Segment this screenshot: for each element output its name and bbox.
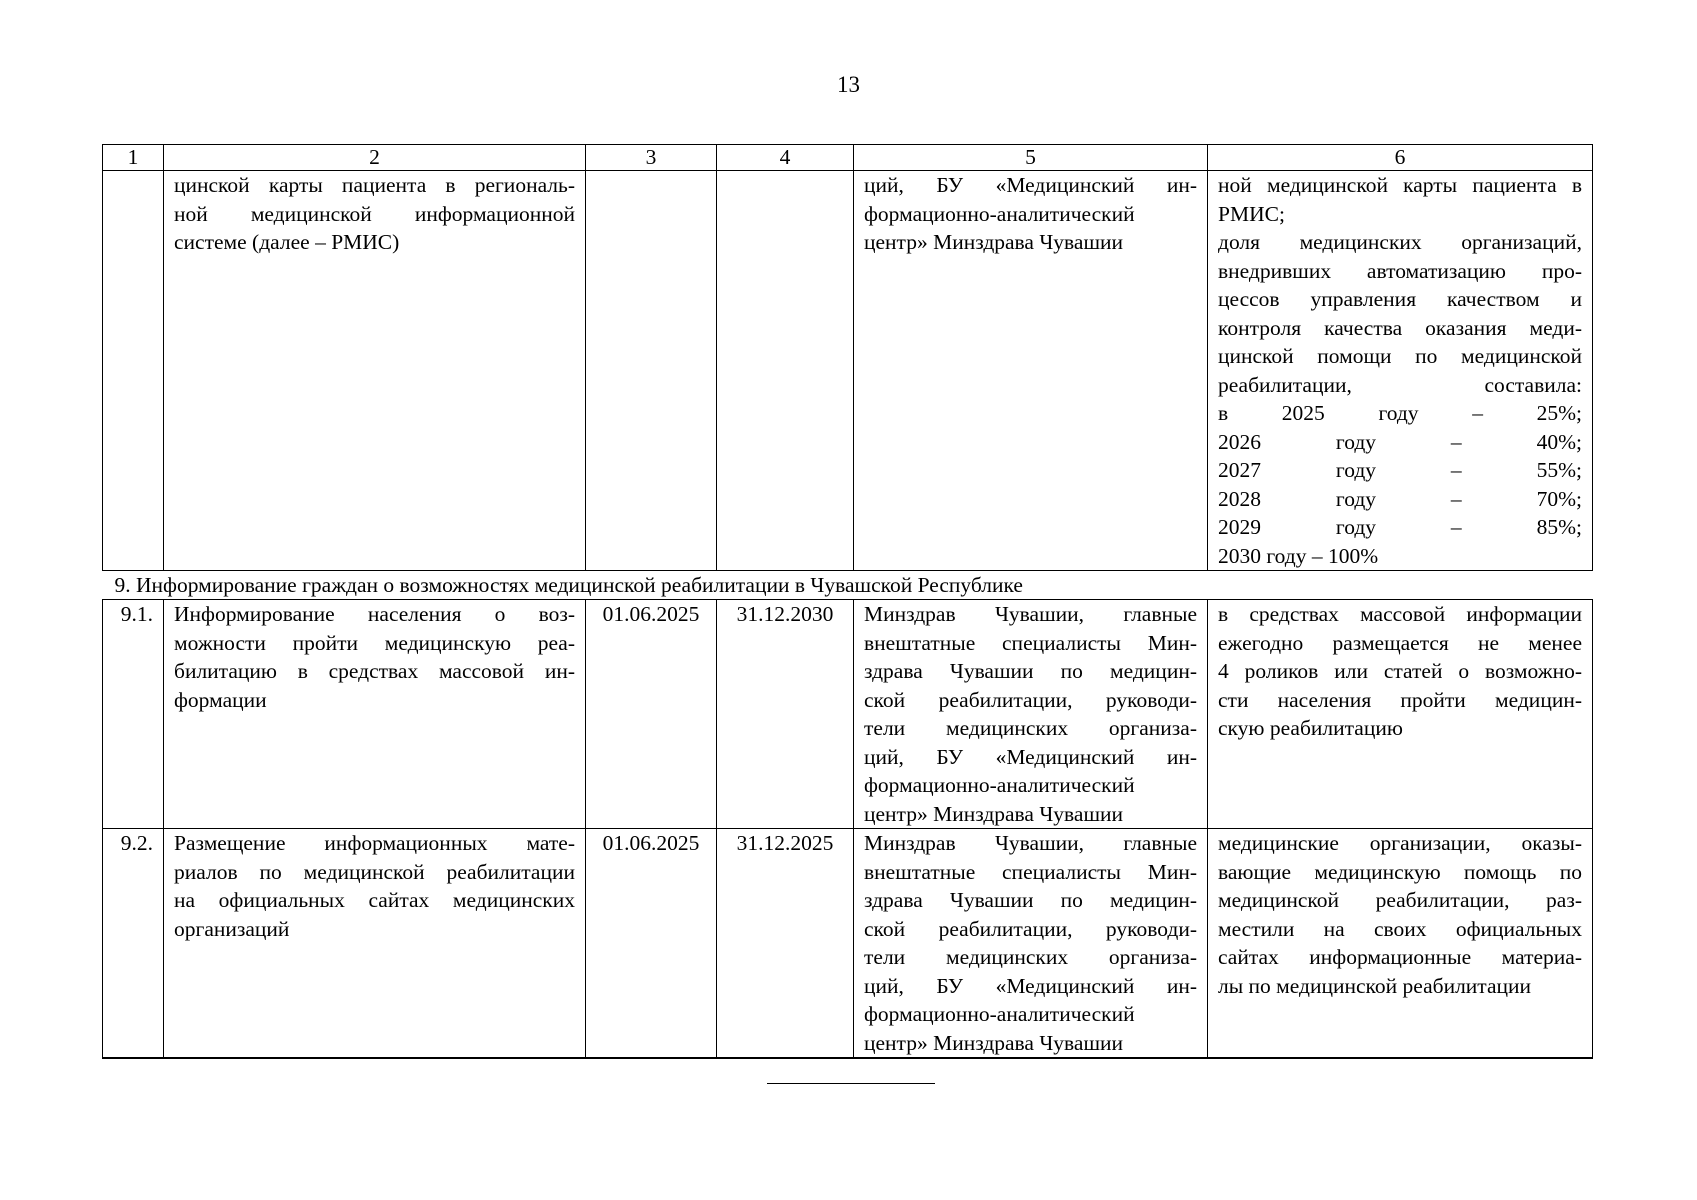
end-rule [767, 1083, 935, 1084]
cell-text-line: местили на своих официальных [1218, 916, 1582, 941]
cell-text-line: можности пройти медицинскую реа- [174, 630, 575, 655]
continued-row [103, 171, 1593, 571]
cell-text-line: сайтах информационные материа- [1218, 945, 1582, 969]
page-number: 13 [837, 72, 860, 97]
cell-text-line: 2028 году – 70%; [1218, 486, 1582, 511]
cell-text-line: 2026 году – 40%; [1218, 429, 1582, 454]
cell-text-line: ской реабилитации, руководи- [864, 916, 1197, 941]
column-header: 4 [717, 145, 854, 171]
responsible-cell [854, 171, 1208, 571]
activity-cell [164, 600, 586, 829]
column-header: 1 [103, 145, 164, 171]
column-header: 6 [1208, 145, 1593, 171]
cell-text-line: доля медицинских организаций, [1218, 230, 1582, 254]
cell-text-line: формационно-аналитический [864, 1002, 1135, 1026]
cell-text-line: ной медицинской карты пациента в [1218, 173, 1582, 197]
table-row [103, 600, 1593, 829]
cell-text-line: формационно-аналитический [864, 201, 1135, 226]
cell-text-line: цессов управления качеством и [1218, 287, 1582, 311]
cell-text-line: центр» Минздрава Чувашии [864, 801, 1124, 826]
responsible-cell [854, 829, 1208, 1059]
start-date-cell [586, 171, 717, 571]
cell-text-line: цинской помощи по медицинской [1218, 344, 1582, 368]
cell-text-line: лы по медицинской реабилитации [1218, 973, 1532, 998]
section-row [103, 571, 1593, 600]
end-date-cell: 31.12.2030 [717, 600, 854, 829]
plan-table [102, 144, 1593, 1059]
cell-text-line: скую реабилитацию [1218, 716, 1403, 740]
row-number-cell: 9.1. [103, 600, 164, 829]
end-date-cell: 31.12.2025 [717, 829, 854, 1059]
cell-text-line: внештатные специалисты Мин- [864, 630, 1197, 655]
cell-text-line: 4 роликов или статей о возможно- [1218, 659, 1582, 683]
cell-text-line: медицинской реабилитации, раз- [1218, 888, 1582, 912]
cell-text-line: формационно-аналитический [864, 773, 1135, 797]
cell-text-line: организаций [174, 916, 290, 941]
cell-text-line: здрава Чувашии по медицин- [864, 888, 1197, 912]
cell-text-line: Размещение информационных мате- [174, 831, 575, 855]
cell-text-line: центр» Минздрава Чувашии [864, 230, 1124, 254]
cell-text-line: 2029 году – 85%; [1218, 515, 1582, 539]
cell-text-line: риалов по медицинской реабилитации [174, 859, 575, 884]
column-header: 3 [586, 145, 717, 171]
activity-cell [164, 829, 586, 1059]
result-cell [1208, 829, 1593, 1059]
cell-text-line: Информирование населения о воз- [174, 602, 575, 626]
cell-text-line: ной медицинской информационной [174, 201, 575, 226]
cell-text-line: медицинские организации, оказы- [1218, 831, 1582, 855]
cell-text-line: цинской карты пациента в региональ- [174, 173, 575, 197]
cell-text-line: сти населения пройти медицин- [1218, 687, 1582, 712]
cell-text-line: внештатные специалисты Мин- [864, 859, 1197, 884]
cell-text-line: в средствах массовой информации [1218, 602, 1582, 626]
cell-text-line: 2027 году – 55%; [1218, 458, 1582, 482]
cell-text-line: на официальных сайтах медицинских [174, 888, 575, 912]
activity-cell [164, 171, 586, 571]
responsible-cell [854, 600, 1208, 829]
cell-text-line: Минздрав Чувашии, главные [864, 602, 1197, 626]
result-cell [1208, 600, 1593, 829]
cell-text-line: Минздрав Чувашии, главные [864, 831, 1197, 855]
cell-text-line: тели медицинских организа- [864, 716, 1197, 740]
cell-text-line: ций, БУ «Медицинский ин- [864, 973, 1197, 998]
end-date-cell [717, 171, 854, 571]
cell-text-line: ций, БУ «Медицинский ин- [864, 744, 1197, 769]
row-number-cell [103, 171, 164, 571]
cell-text-line: внедривших автоматизацию про- [1218, 258, 1582, 283]
cell-text-line: билитацию в средствах массовой ин- [174, 659, 575, 683]
column-number-header-row [103, 145, 1593, 171]
cell-text-line: системе (далее – РМИС) [174, 230, 400, 254]
cell-text-line: ской реабилитации, руководи- [864, 687, 1197, 712]
start-date-cell: 01.06.2025 [586, 600, 717, 829]
cell-text-line: вающие медицинскую помощь по [1218, 859, 1582, 884]
column-header: 5 [854, 145, 1208, 171]
result-cell [1208, 171, 1593, 571]
cell-text-line: 2030 году – 100% [1218, 543, 1379, 568]
cell-text-line: тели медицинских организа- [864, 945, 1197, 969]
table-row [103, 829, 1593, 1059]
cell-text-line: контроля качества оказания меди- [1218, 315, 1582, 340]
start-date-cell: 01.06.2025 [586, 829, 717, 1059]
cell-text-line: центр» Минздрава Чувашии [864, 1030, 1124, 1055]
cell-text-line: РМИС; [1218, 201, 1285, 226]
cell-text-line: в 2025 году – 25%; [1218, 401, 1582, 425]
cell-text-line: реабилитации, составила: [1218, 372, 1582, 397]
column-header: 2 [164, 145, 586, 171]
cell-text-line: здрава Чувашии по медицин- [864, 659, 1197, 683]
cell-text-line: ежегодно размещается не менее [1218, 630, 1582, 655]
section-title: 9. Информирование граждан о возможностях медицинской реабилитации в Чувашской Республике [103, 571, 1593, 600]
cell-text-line: ций, БУ «Медицинский ин- [864, 173, 1197, 197]
row-number-cell: 9.2. [103, 829, 164, 1059]
cell-text-line: формации [174, 687, 267, 712]
